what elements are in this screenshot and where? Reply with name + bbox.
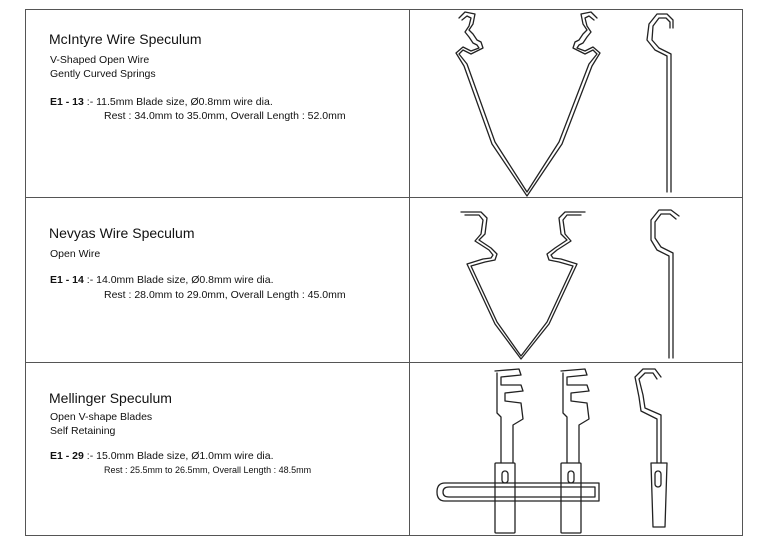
- product-code: E1 - 29: [50, 450, 84, 462]
- product-rest-length: Rest : 25.5mm to 26.5mm, Overall Length : 48.5mm: [104, 465, 312, 475]
- product-description-line: Open V-shape Blades: [50, 411, 153, 423]
- product-code: E1 - 13: [50, 96, 84, 108]
- product-illustration-panel: [409, 10, 743, 198]
- product-illustration-panel: [409, 198, 743, 363]
- product-title: Mellinger Speculum: [49, 390, 172, 406]
- product-spec-line: [50, 274, 274, 286]
- product-info: [25, 363, 410, 535]
- mcintyre-speculum-illustration: [409, 10, 742, 198]
- product-spec-text: :- 11.5mm Blade size, Ø0.8mm wire dia.: [86, 96, 273, 108]
- nevyas-speculum-illustration: [409, 198, 742, 363]
- product-info: [25, 198, 410, 363]
- product-code: E1 - 14: [50, 274, 84, 286]
- product-description-line: V-Shaped Open Wire: [50, 54, 150, 66]
- product-illustration-panel: [409, 363, 743, 535]
- product-spec-line: [50, 96, 273, 108]
- product-description-line: Gently Curved Springs: [50, 68, 156, 80]
- product-row-nevyas: [25, 197, 743, 363]
- mellinger-speculum-illustration: [409, 363, 742, 535]
- product-description-line: Self Retaining: [50, 425, 116, 437]
- product-spec-text: :- 15.0mm Blade size, Ø1.0mm wire dia.: [86, 450, 274, 462]
- product-title: McIntyre Wire Speculum: [49, 31, 202, 47]
- product-rest-length: Rest : 28.0mm to 29.0mm, Overall Length : 45.0mm: [104, 289, 346, 301]
- product-spec-text: :- 14.0mm Blade size, Ø0.8mm wire dia.: [86, 274, 274, 286]
- product-title: Nevyas Wire Speculum: [49, 225, 195, 241]
- product-description-line: Open Wire: [50, 248, 101, 260]
- product-spec-line: [50, 450, 274, 462]
- product-row-mcintyre: [25, 9, 743, 198]
- product-rest-length: Rest : 34.0mm to 35.0mm, Overall Length : 52.0mm: [104, 110, 346, 122]
- product-info: [25, 10, 410, 198]
- catalog-sheet: [25, 0, 743, 543]
- product-row-mellinger: [25, 362, 743, 536]
